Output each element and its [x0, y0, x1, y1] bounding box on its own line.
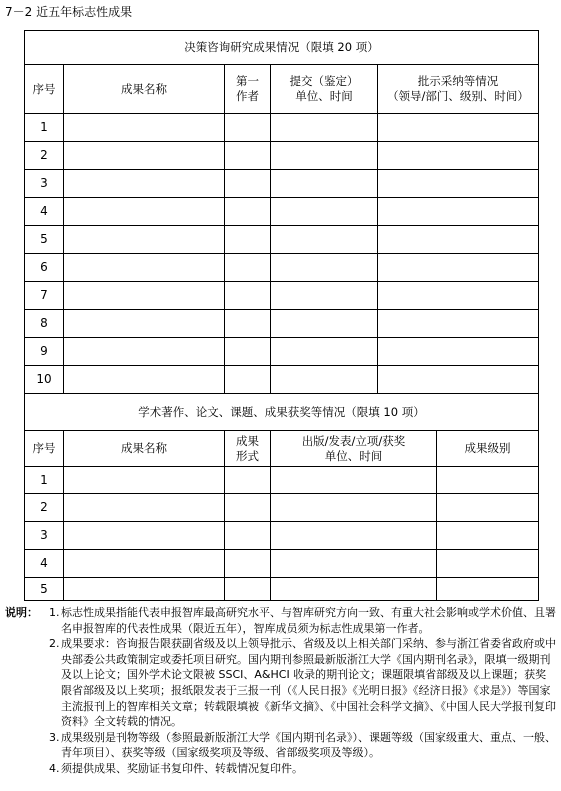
page-title: 7－2 近五年标志性成果 [5, 5, 133, 19]
s1-row-number: 6 [40, 260, 48, 274]
s2-row-number: 2 [40, 500, 48, 514]
note-item [49, 730, 557, 761]
section1-heading: 决策咨询研究成果情况（限填 20 项） [184, 40, 379, 54]
note-number: 2. [49, 637, 60, 651]
note-text: 标志性成果指能代表申报智库最高研究水平、与智库研究方向一致、有重大社会影响或学术价值、且署名申报智库的代表性成果（限近五年），智库成员须为标志性成果第一作者。 [61, 606, 556, 635]
s1-row-number: 5 [40, 232, 48, 246]
note-item [49, 761, 557, 777]
s1-col-first-author: 第一 作者 [236, 74, 259, 103]
s2-row-number: 4 [40, 556, 48, 570]
s2-col-level: 成果级别 [464, 441, 511, 455]
notes-list [49, 605, 557, 777]
s1-row-number: 10 [36, 372, 52, 386]
s1-row-number: 9 [40, 344, 48, 358]
s2-col-form: 成果 形式 [236, 433, 259, 463]
s2-col-title: 成果名称 [121, 441, 167, 455]
notes-label: 说明： [5, 606, 38, 619]
section2-heading: 学术著作、论文、课题、成果获奖等情况（限填 10 项） [138, 404, 425, 419]
note-text: 成果级别是刊物等级（参照最新版浙江大学《国内期刊名录》）、课题等级（国家级重大、重点、一般、青年项目）、获奖等级（国家级奖项及等级、省部级奖项及等级）。 [61, 730, 556, 760]
note-item [49, 605, 557, 636]
s1-col-submit-unit: 提交（鉴定） 单位、时间 [289, 74, 359, 103]
s1-col-title: 成果名称 [121, 81, 167, 96]
s1-col-index: 序号 [32, 81, 56, 96]
note-number: 3. [49, 730, 60, 744]
note-text: 须提供成果、奖励证书复印件、转载情况复印件。 [61, 761, 303, 775]
s2-row-number: 5 [40, 581, 48, 596]
s1-row-number: 8 [40, 316, 48, 330]
s1-row-number: 4 [40, 204, 48, 218]
s1-row-number: 3 [40, 176, 48, 190]
note-number: 4. [49, 761, 60, 775]
s1-row-number: 2 [40, 148, 48, 162]
s1-row-number: 1 [40, 120, 48, 134]
s2-row-number: 3 [40, 528, 48, 542]
s1-row-number: 7 [40, 288, 48, 302]
s2-col-publish-unit: 出版/发表/立项/获奖 单位、时间 [301, 433, 406, 463]
s1-col-approval: 批示采纳等情况 （领导/部门、级别、时间） [387, 74, 529, 103]
s2-row-number: 1 [40, 472, 48, 487]
s2-col-index: 序号 [32, 441, 56, 455]
note-item [49, 636, 557, 730]
note-text: 成果要求：咨询报告限获副省级及以上领导批示、省级及以上相关部门采纳、参与浙江省委省政府或中央部委公共政策制定或委托项目研究。国内期刊参照最新版浙江大学《国内期刊名录》，限填一级期刊及以上论文；国外学术论文限被 SSCI、A&HCI 收录的期刊论文；课题限填省部级及以上课题；获奖限省部级及以上奖项；报纸限发表于三报一刊（《人民日报》《光明日报》《经济日报》《求是》）等国家主流报刊上的智库相关文章；转载限填被《新华文摘》、《中国社会科学文摘》、《中国人民大学报刊复印资料》全文转载的情况。 [61, 637, 556, 729]
note-number: 1. [49, 606, 60, 619]
